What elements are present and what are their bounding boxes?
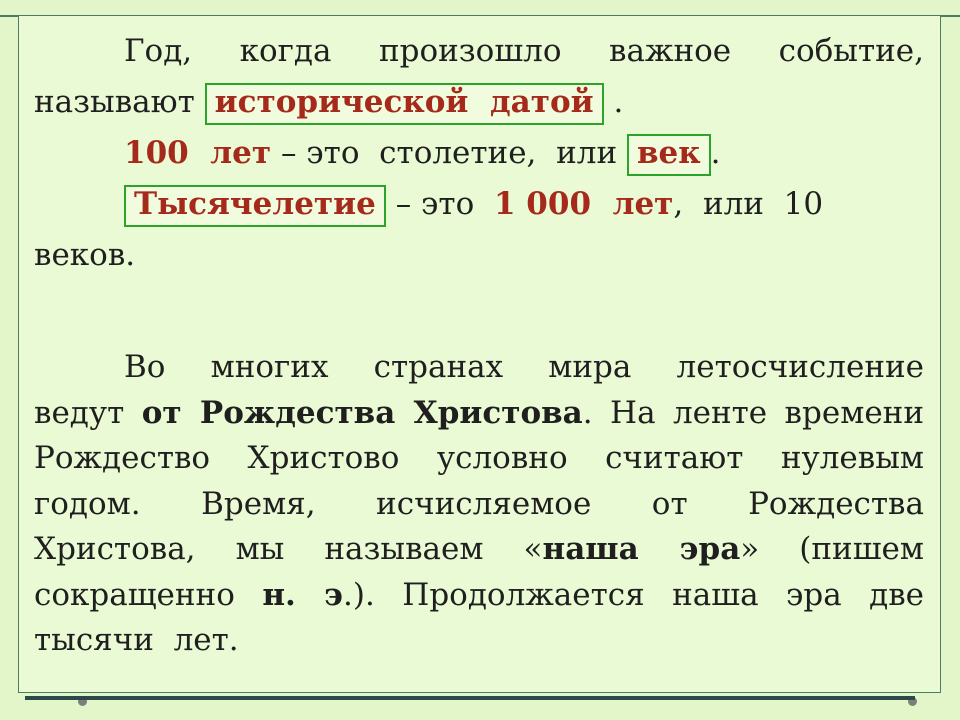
text-run: Рождество Христово условно считают нулевым <box>34 440 924 476</box>
text-line <box>34 179 924 281</box>
text-line <box>34 26 924 77</box>
content-box <box>18 15 941 693</box>
text-run: . На ленте времени <box>582 394 924 431</box>
text-run: н. э <box>262 576 344 613</box>
text-line <box>34 618 924 664</box>
text-run: годом. Время, исчисляемое от Рождества <box>34 485 924 522</box>
text-line <box>34 77 924 128</box>
text-run: – это столетие, или <box>271 135 627 171</box>
text-run: сокращенно <box>34 576 263 613</box>
era-paragraph <box>34 345 924 664</box>
bottom-double-rule <box>25 696 915 700</box>
text-run: наша эра <box>542 531 741 567</box>
text-line <box>34 482 924 528</box>
text-run: Христова, мы называем « <box>34 531 543 567</box>
text-line <box>34 128 924 179</box>
text-area <box>19 16 940 692</box>
text-line <box>34 391 924 437</box>
text-line <box>34 527 924 573</box>
text-line <box>34 573 924 619</box>
text-run: – это <box>385 186 494 222</box>
text-run: ведут <box>34 394 142 431</box>
text-run: .). Продолжается наша эра две <box>343 576 924 613</box>
highlight-box: век <box>627 134 711 176</box>
text-run: . <box>603 84 624 120</box>
definitions-block <box>34 26 924 281</box>
text-run: 1 000 лет <box>493 186 674 222</box>
text-run: Во многих странах мира летосчисление <box>124 349 924 385</box>
text-run: Год, когда произошло важное событие, <box>124 33 924 69</box>
highlight-box: исторической датой <box>205 83 604 125</box>
text-run: тысячи лет. <box>34 622 239 658</box>
text-run: » (пишем <box>740 531 924 567</box>
text-run: называют <box>34 84 205 120</box>
text-run: от Рождества Христова <box>141 394 583 431</box>
text-run: 100 лет <box>124 135 272 171</box>
text-run: , или 10 веков. <box>34 186 843 273</box>
text-line <box>34 345 924 391</box>
text-line <box>34 436 924 482</box>
highlight-box: Тысячелетие <box>124 185 386 227</box>
text-run: . <box>710 135 721 171</box>
